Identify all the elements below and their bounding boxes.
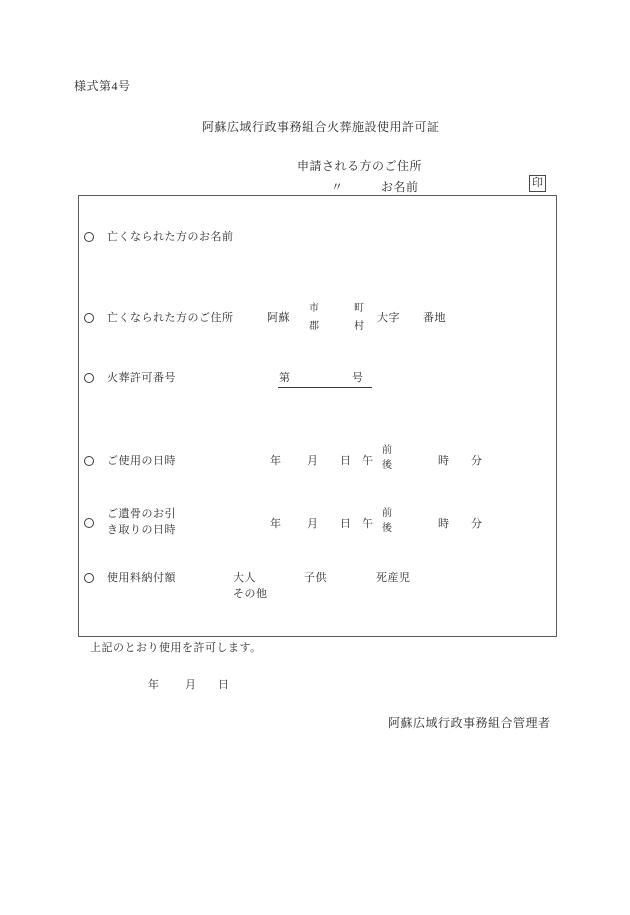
unit-minute: 分 [471,455,483,467]
use-datetime-label: ご使用の日時 [107,455,176,467]
unit-hour: 時 [438,518,450,530]
unit-hour: 時 [438,455,450,467]
deceased-address-label: 亡くなられた方のご住所 [107,312,234,324]
unit-meridiem: 午 [362,455,374,467]
issuer-name: 阿蘇広域行政事務組合管理者 [388,716,551,730]
document-title: 阿蘇広域行政事務組合火葬施設使用許可証 [202,120,440,134]
address-town-unit: 町 [354,303,364,314]
circle-bullet-icon [84,456,94,466]
ditto-mark: 〃 [331,180,344,194]
unit-day: 日 [340,518,352,530]
footer-date-month: 月 [185,679,197,691]
permit-number-suffix: 号 [352,372,364,384]
fee-other-label: その他 [233,588,268,600]
circle-bullet-icon [84,313,94,323]
unit-am: 前 [382,445,392,456]
permit-number-prefix: 第 [279,372,291,384]
deceased-name-label: 亡くなられた方のお名前 [107,231,234,243]
remains-pickup-label-line2: き取りの日時 [107,524,176,536]
fee-stillborn-label: 死産児 [376,572,411,584]
permit-number-label: 火葬許可番号 [107,372,176,384]
address-county-unit: 郡 [309,321,319,332]
address-lot-unit: 番地 [423,312,446,324]
unit-pm: 後 [382,460,392,471]
circle-bullet-icon [84,373,94,383]
fee-adult-label: 大人 [233,572,256,584]
circle-bullet-icon [84,232,94,242]
unit-pm: 後 [382,523,392,534]
unit-am: 前 [382,508,392,519]
unit-month: 月 [307,518,319,530]
permit-number-underline [278,387,372,388]
footer-date-day: 日 [218,679,230,691]
applicant-address-label: 申請される方のご住所 [297,159,423,173]
unit-meridiem: 午 [362,518,374,530]
unit-year: 年 [270,518,282,530]
unit-day: 日 [340,455,352,467]
fee-label: 使用料納付額 [107,572,176,584]
unit-year: 年 [270,455,282,467]
address-village-unit: 村 [354,321,364,332]
remains-pickup-label-line1: ご遺骨のお引 [107,508,176,520]
address-oaza-unit: 大字 [377,312,400,324]
fee-child-label: 子供 [304,572,327,584]
permit-statement: 上記のとおり使用を許可します。 [90,642,262,654]
footer-date-year: 年 [148,679,160,691]
form-number: 様式第4号 [74,79,131,93]
seal-mark-icon: 印 [529,175,546,192]
address-place: 阿蘇 [267,312,290,324]
circle-bullet-icon [84,573,94,583]
unit-minute: 分 [471,518,483,530]
circle-bullet-icon [84,518,94,528]
applicant-name-label: お名前 [381,180,419,194]
unit-month: 月 [307,455,319,467]
form-body-box [78,195,557,637]
address-city-unit: 市 [309,303,319,314]
